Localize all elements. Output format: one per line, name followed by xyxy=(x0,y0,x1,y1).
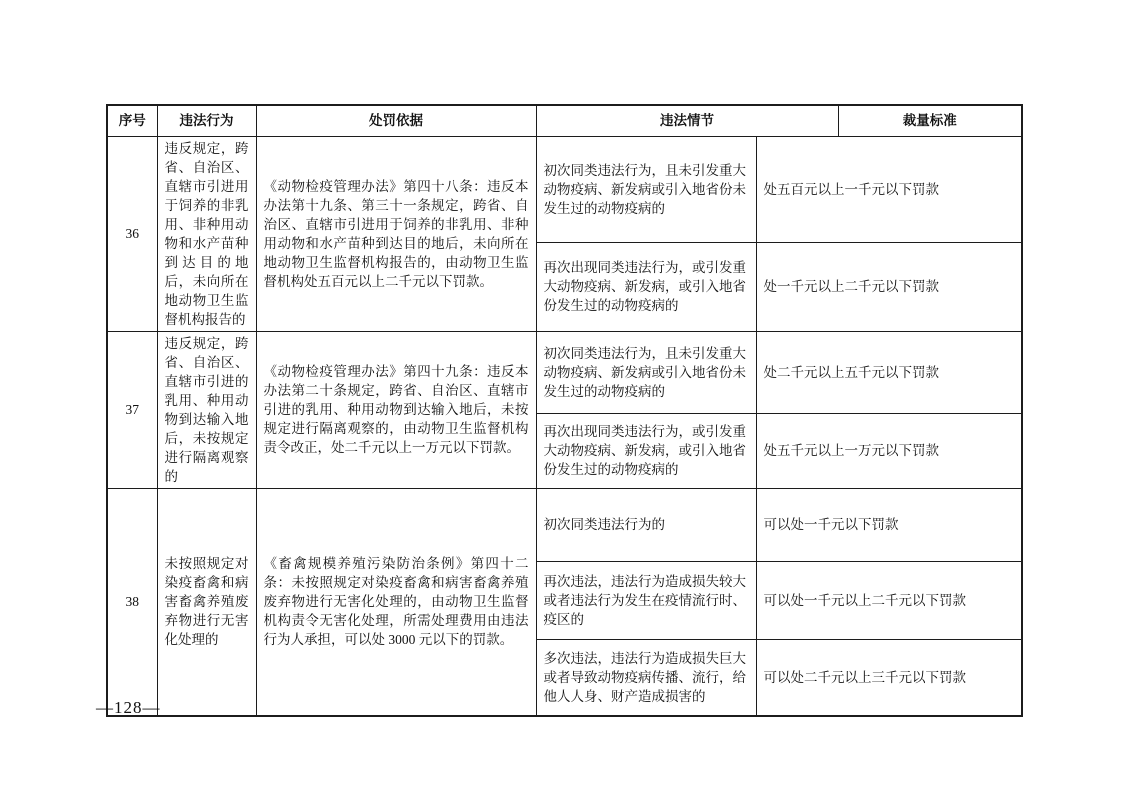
row-38-case-3-standard: 可以处二千元以上三千元以下罚款 xyxy=(756,639,1022,716)
row-37-case-2-standard: 处五千元以上一万元以下罚款 xyxy=(756,413,1022,488)
row-37-illegal-act: 违反规定，跨省、自治区、直辖市引进的乳用、种用动物到达输入地后，未按规定进行隔离观察的 xyxy=(157,331,256,488)
row-36-case-2-circumstance: 再次出现同类违法行为，或引发重大动物疫病、新发病，或引入地省份发生过的动物疫病的 xyxy=(536,242,756,331)
row-36-case-2-standard: 处一千元以上二千元以下罚款 xyxy=(756,242,1022,331)
header-penalty-basis: 处罚依据 xyxy=(256,105,536,136)
header-violation-circumstance: 违法情节 xyxy=(536,105,838,136)
row-38-case-2-standard: 可以处一千元以上二千元以下罚款 xyxy=(756,561,1022,639)
penalty-table xyxy=(106,104,1023,717)
row-36-illegal-act: 违反规定，跨省、自治区、直辖市引进用于饲养的非乳用、非种用动物和水产苗种到达目的地后，未向所在地动物卫生监督机构报告的 xyxy=(157,136,256,331)
row-38-illegal-act: 未按照规定对染疫畜禽和病害畜禽养殖废弃物进行无害化处理的 xyxy=(157,488,256,716)
table-row xyxy=(107,488,1022,561)
row-36-case-1-circumstance: 初次同类违法行为，且未引发重大动物疫病、新发病或引入地省份未发生过的动物疫病的 xyxy=(536,136,756,242)
row-38-case-2-circumstance: 再次违法，违法行为造成损失较大或者违法行为发生在疫情流行时、疫区的 xyxy=(536,561,756,639)
table-row xyxy=(107,331,1022,413)
header-serial: 序号 xyxy=(107,105,157,136)
row-38-case-1-circumstance: 初次同类违法行为的 xyxy=(536,488,756,561)
row-36-serial: 36 xyxy=(107,136,157,331)
header-row xyxy=(107,105,1022,136)
row-38-penalty-basis: 《畜禽规模养殖污染防治条例》第四十二条：未按照规定对染疫畜禽和病害畜禽养殖废弃物进行无害化处理的，由动物卫生监督机构责令无害化处理，所需处理费用由违法行为人承担，可以处 3000 元以下的罚款。 xyxy=(256,488,536,716)
row-37-case-1-circumstance: 初次同类违法行为，且未引发重大动物疫病、新发病或引入地省份未发生过的动物疫病的 xyxy=(536,331,756,413)
row-37-case-1-standard: 处二千元以上五千元以下罚款 xyxy=(756,331,1022,413)
row-36-case-1-standard: 处五百元以上一千元以下罚款 xyxy=(756,136,1022,242)
table-row xyxy=(107,136,1022,242)
row-36-penalty-basis: 《动物检疫管理办法》第四十八条：违反本办法第十九条、第三十一条规定，跨省、自治区、直辖市引进用于饲养的非乳用、非种用动物和水产苗种到达目的地后，未向所在地动物卫生监督机构报告的，由动物卫生监督机构处五百元以上二千元以下罚款。 xyxy=(256,136,536,331)
row-37-serial: 37 xyxy=(107,331,157,488)
row-37-penalty-basis: 《动物检疫管理办法》第四十九条：违反本办法第二十条规定，跨省、自治区、直辖市引进的乳用、种用动物到达输入地后，未按规定进行隔离观察的，由动物卫生监督机构责令改正，处二千元以上一万元以下罚款。 xyxy=(256,331,536,488)
row-38-case-1-standard: 可以处一千元以下罚款 xyxy=(756,488,1022,561)
header-discretion-standard: 裁量标准 xyxy=(838,105,1022,136)
row-38-serial: 38 xyxy=(107,488,157,716)
header-illegal-act: 违法行为 xyxy=(157,105,256,136)
row-38-case-3-circumstance: 多次违法，违法行为造成损失巨大或者导致动物疫病传播、流行，给他人人身、财产造成损害的 xyxy=(536,639,756,716)
row-37-case-2-circumstance: 再次出现同类违法行为，或引发重大动物疫病、新发病，或引入地省份发生过的动物疫病的 xyxy=(536,413,756,488)
page-number: —128— xyxy=(96,698,161,717)
